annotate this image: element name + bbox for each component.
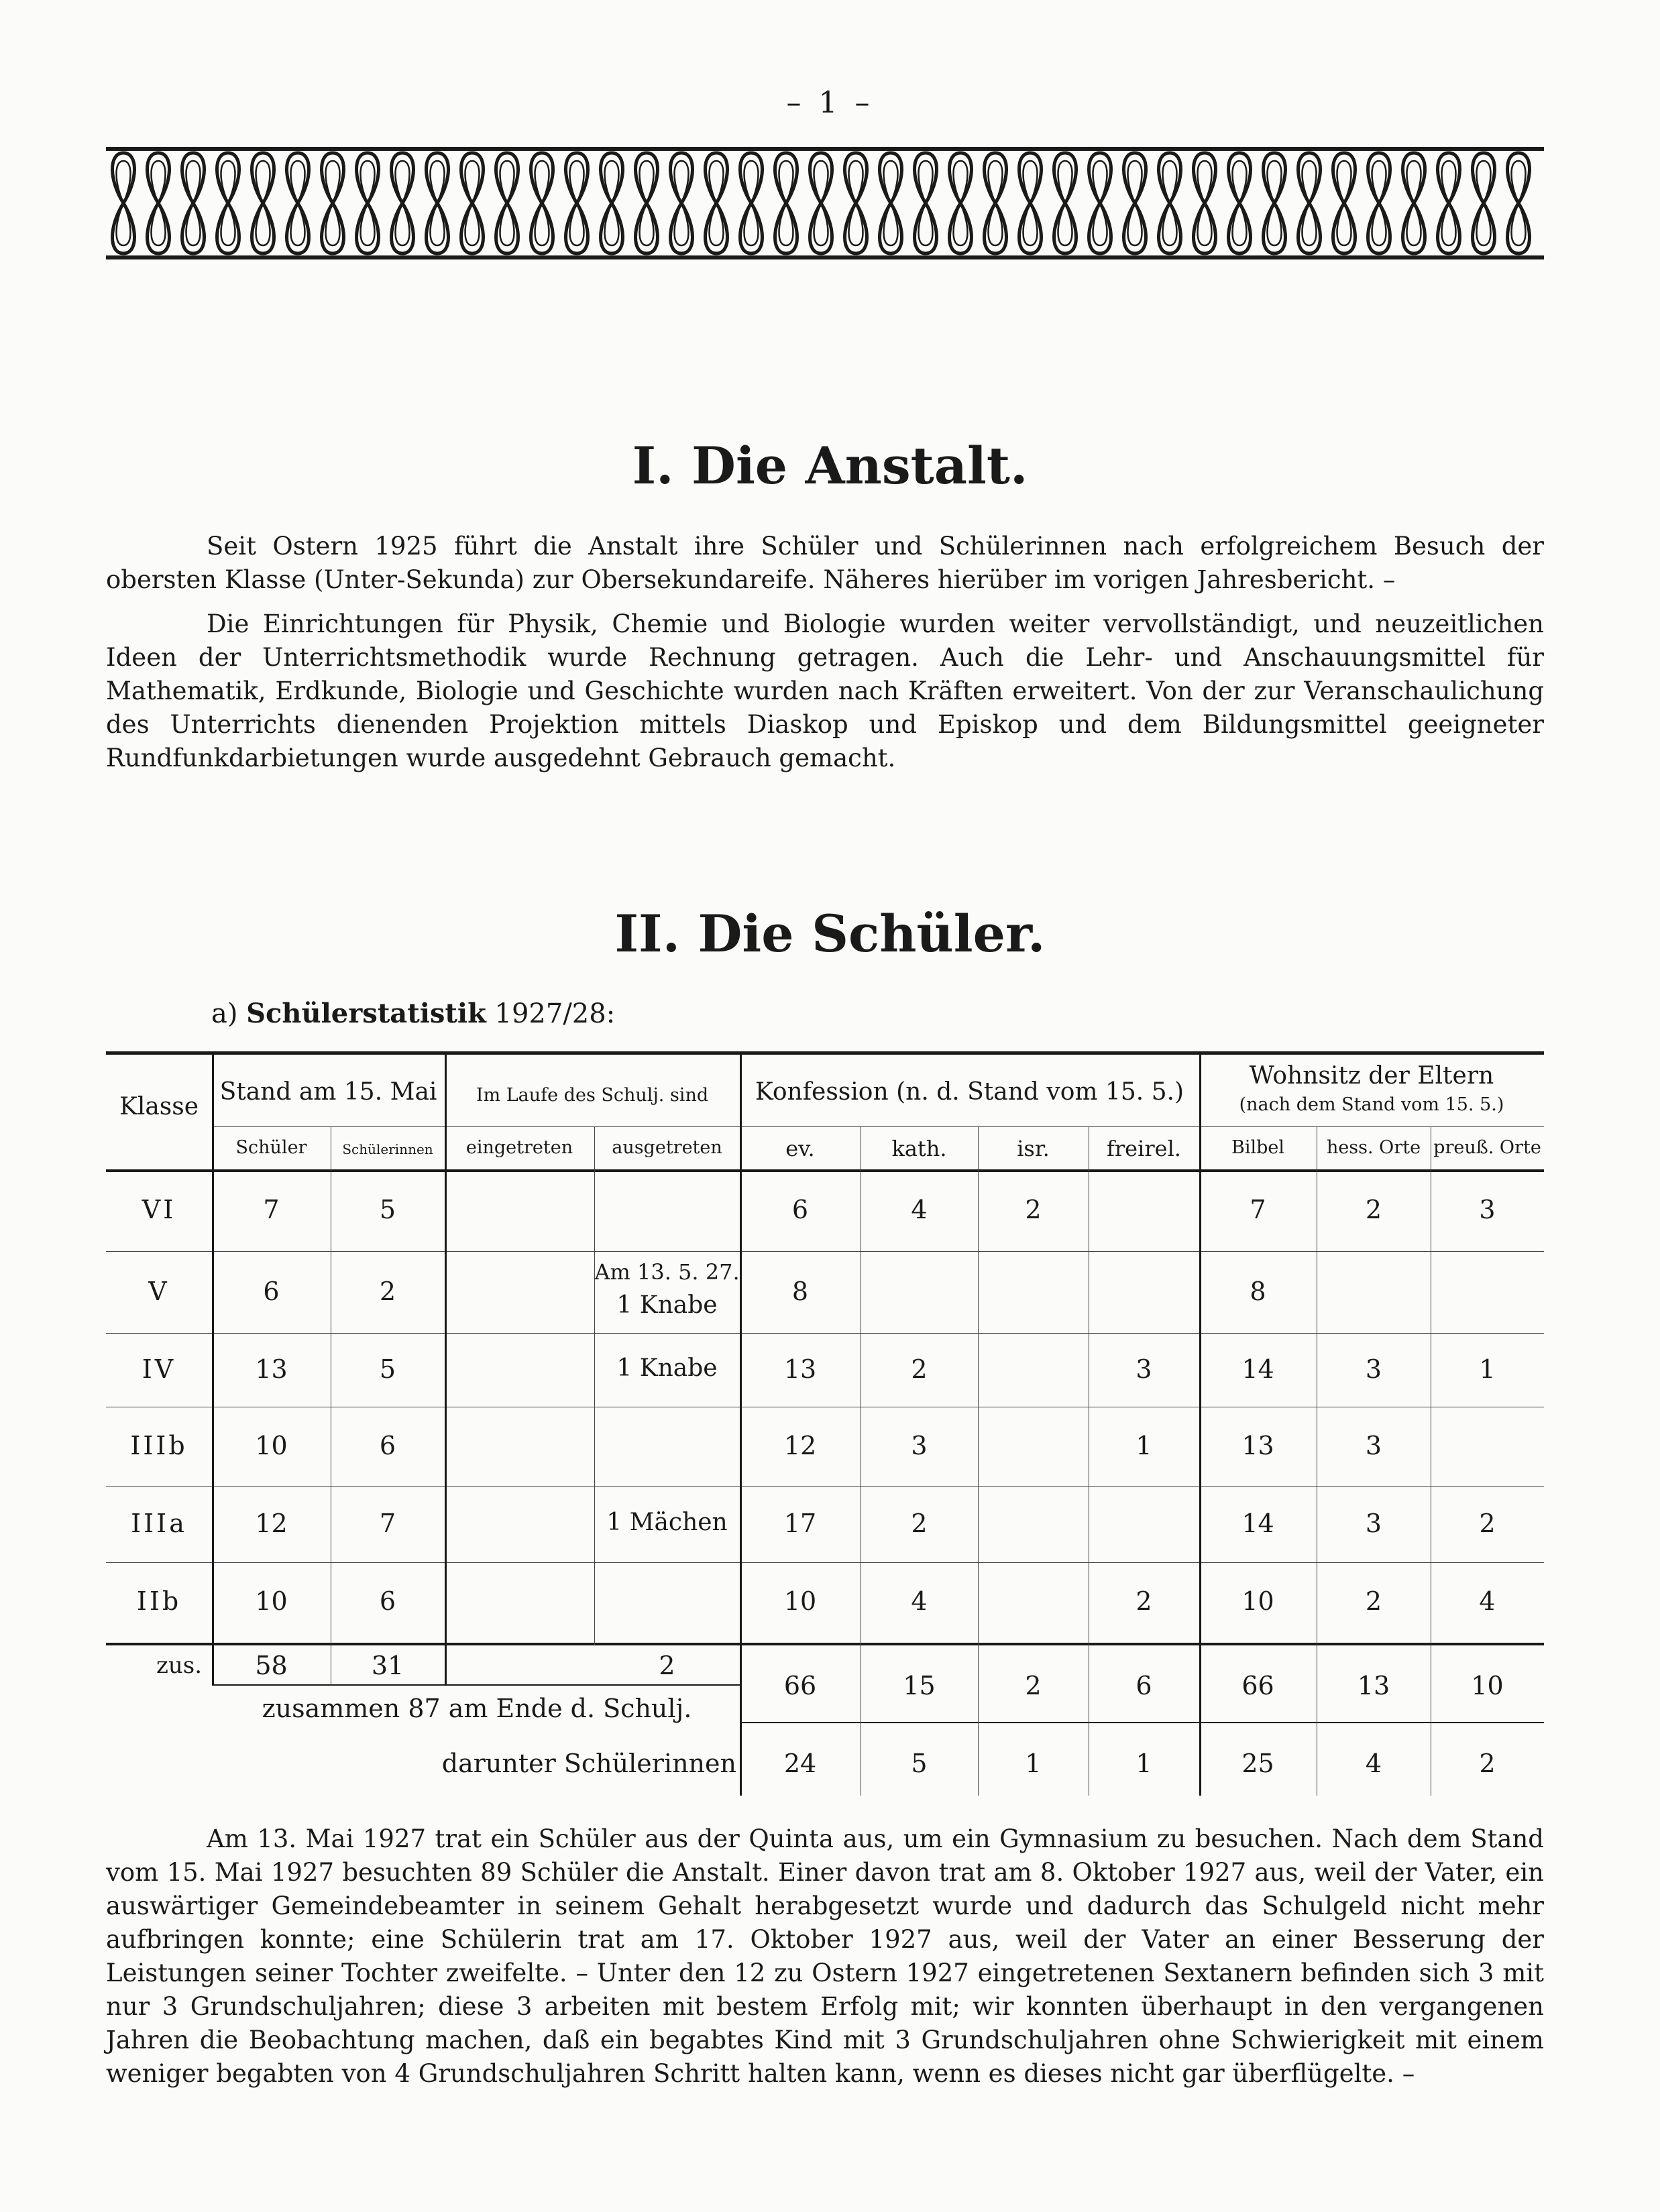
cell-ev: 13 (783, 1354, 817, 1384)
paragraph-after-table: Am 13. Mai 1927 trat ein Schüler aus der Quinta aus, um ein Gymnasium zu besuchen. Nach dem Stand vom 15. Mai 1927 besuchten 89 Schüler die Anstalt. Einer davon trat am 8. Oktober 1927 aus, weil der Vater, ein auswärtiger Gemeindebeamter in seinem Gehalt herabgesetzt wurde und dadurch das Schulgeld nicht mehr aufbringen konnte; eine Schülerin trat am 17. Oktober 1927 aus, weil der Vater an einer Besserung der Leistungen seiner Tochter zweifelte. – Unter den 12 zu Ostern 1927 eingetretenen Sextanern befinden sich 3 mit nur 3 Grundschuljahren; diese 3 arbeiten mit bestem Erfolg mit; wir konnten überhaupt in den vergangenen Jahren die Beobachtung machen, daß ein begabtes Kind mit 3 Grundschuljahren ohne Schwierigkeit mit einem weniger begabten von 4 Grundschuljahren Schritt halten kann, wenn es dieses nicht gar überflügelte. – (106, 1824, 1544, 2088)
cell-kath: 4 (911, 1195, 928, 1224)
total-preuss: 10 (1471, 1671, 1504, 1700)
ornament-knot (427, 153, 449, 253)
ornament-knot (1229, 153, 1251, 253)
row-rule (106, 1486, 1544, 1487)
cell-ausgetreten-date: Am 13. 5. 27. (594, 1259, 740, 1285)
ornament-knot (1264, 153, 1286, 253)
ornament-knot (1194, 153, 1216, 253)
page-number: – 1 – (786, 86, 874, 120)
cell-schueler: 7 (263, 1195, 280, 1224)
ornament-knot (915, 153, 937, 253)
total-rule (106, 1643, 1544, 1645)
ornament-knot (1403, 153, 1425, 253)
header-kath: kath. (891, 1136, 947, 1161)
total-isr: 2 (1025, 1671, 1042, 1700)
statistics-prefix: a) (211, 998, 238, 1029)
ornament-knot (182, 153, 205, 253)
cell-kath: 4 (911, 1586, 928, 1616)
cell-schuelerinnen: 5 (379, 1354, 396, 1384)
cell-schueler: 10 (255, 1586, 288, 1616)
ornament-knot (950, 153, 972, 253)
cell-hess: 3 (1365, 1354, 1382, 1384)
section-title-anstalt: I. Die Anstalt. (632, 436, 1028, 496)
ornament-knot (1508, 153, 1530, 253)
ornament-knot (461, 153, 484, 253)
zusammen-note: zusammen 87 am Ende d. Schulj. (262, 1694, 692, 1723)
ornament-knot (775, 153, 797, 253)
ornament-knot (1333, 153, 1355, 253)
row-rule (106, 1333, 1544, 1334)
paragraph-2: Die Einrichtungen für Physik, Chemie und Biologie wurden weiter vervollständigt, und neuzeitlichen Ideen der Unterrichtsmethodik wurde Rechnung getragen. Auch die Lehr- und Anschauungsmittel für Mathematik, Erdkunde, Biologie und Geschichte wurden nach Kräften erweitert. Von der zur Veranschaulichung des Unterrichts dienenden Projektion mittels Diaskop und Episkop und dem Bildungsmittel geeigneter Rundfunkdarbietungen wurde ausgedehnt Gebrauch gemacht. (106, 609, 1544, 772)
cell-bilbel: 8 (1250, 1277, 1266, 1306)
header-ausgetreten: ausgetreten (612, 1137, 722, 1158)
header-konfession: Konfession (n. d. Stand vom 15. 5.) (755, 1078, 1184, 1106)
total-kath: 15 (903, 1671, 936, 1700)
cell-preuss: 3 (1479, 1195, 1496, 1224)
statistics-year: 1927/28: (494, 998, 616, 1029)
darunter-freirel: 1 (1136, 1749, 1152, 1778)
ornament-knot (1438, 153, 1460, 253)
header-schuelerinnen: Schülerinnen (342, 1141, 433, 1157)
ornament-knot (1159, 153, 1181, 253)
row-klasse: IIIb (130, 1431, 188, 1460)
total-bilbel: 66 (1241, 1671, 1274, 1700)
ornament-knot (1089, 153, 1111, 253)
ornament-knot (1054, 153, 1076, 253)
row-rule (106, 1251, 1544, 1252)
header-wohnsitz-sub: (nach dem Stand vom 15. 5.) (1239, 1094, 1504, 1115)
darunter-ev: 24 (783, 1749, 817, 1778)
row-klasse: IIb (136, 1586, 182, 1616)
cell-hess: 3 (1365, 1431, 1382, 1460)
ornament-knot (357, 153, 379, 253)
total-ev: 66 (783, 1671, 817, 1700)
total-schuelerinnen: 31 (371, 1651, 404, 1680)
cell-ev: 10 (783, 1586, 817, 1616)
ornamental-border (106, 146, 1544, 260)
ornament-knot (1124, 153, 1146, 253)
header-schueler: Schüler (235, 1137, 307, 1158)
cell-preuss: 2 (1479, 1509, 1496, 1538)
ornament-knot (392, 153, 414, 253)
cell-schueler: 13 (255, 1354, 288, 1384)
cell-ev: 12 (783, 1431, 817, 1460)
col-rule (594, 1126, 595, 1645)
cell-freirel: 2 (1136, 1586, 1152, 1616)
total-ausgetreten: 2 (659, 1651, 675, 1680)
cell-schueler: 12 (255, 1509, 288, 1538)
row-rule (106, 1562, 1544, 1563)
ornament-knot (810, 153, 832, 253)
cell-ausgetreten: 1 Mächen (606, 1509, 728, 1536)
ornament-knot (566, 153, 588, 253)
darunter-hess: 4 (1365, 1749, 1382, 1778)
header-stand: Stand am 15. Mai (219, 1078, 437, 1106)
statistics-heading (211, 998, 615, 1029)
cell-schuelerinnen: 6 (379, 1586, 396, 1616)
ornament-knot (531, 153, 553, 253)
header-eingetreten: eingetreten (465, 1137, 573, 1158)
header-hess: hess. Orte (1326, 1137, 1421, 1158)
cell-ev: 8 (791, 1277, 809, 1306)
ornament-knot (985, 153, 1007, 253)
header-isr: isr. (1017, 1136, 1050, 1161)
darunter-label: darunter Schülerinnen (441, 1749, 736, 1778)
ornament-knot (880, 153, 902, 253)
header-freirel: freirel. (1107, 1136, 1181, 1161)
cell-schueler: 10 (255, 1431, 288, 1460)
table-header-rule (106, 1169, 1544, 1172)
total-label: zus. (156, 1652, 203, 1679)
ornament-knot (845, 153, 867, 253)
cell-kath: 2 (911, 1354, 928, 1384)
total-hess: 13 (1357, 1671, 1390, 1700)
cell-freirel: 3 (1136, 1354, 1152, 1384)
cell-schuelerinnen: 7 (379, 1509, 396, 1538)
cell-isr: 2 (1025, 1195, 1042, 1224)
cell-bilbel: 14 (1241, 1509, 1274, 1538)
cell-hess: 2 (1365, 1195, 1382, 1224)
ornament-knot (252, 153, 274, 253)
cell-hess: 2 (1365, 1586, 1382, 1616)
ornament-knot (671, 153, 693, 253)
cell-ausgetreten: 1 Knabe (616, 1291, 718, 1319)
cell-schuelerinnen: 2 (379, 1277, 396, 1306)
cell-schueler: 6 (263, 1277, 280, 1306)
ornament-knot (740, 153, 763, 253)
ornament-knot (601, 153, 623, 253)
darunter-kath: 5 (911, 1749, 928, 1778)
row-klasse: VI (142, 1195, 176, 1224)
ornament-knot (1019, 153, 1042, 253)
ornament-knot (322, 153, 344, 253)
ornament-knot (217, 153, 239, 253)
ornament-knot (1298, 153, 1321, 253)
ornament-knot (287, 153, 309, 253)
header-klasse: Klasse (119, 1093, 199, 1120)
darunter-preuss: 2 (1479, 1749, 1496, 1778)
statistics-label: Schülerstatistik (246, 998, 486, 1029)
cell-preuss: 1 (1479, 1354, 1496, 1384)
total-schueler: 58 (255, 1651, 288, 1680)
ornament-knot (1368, 153, 1390, 253)
cell-schuelerinnen: 5 (379, 1195, 396, 1224)
ornament-knot (496, 153, 518, 253)
cell-bilbel: 7 (1250, 1195, 1266, 1224)
cell-ev: 6 (791, 1195, 809, 1224)
cell-bilbel: 13 (1241, 1431, 1274, 1460)
darunter-isr: 1 (1025, 1749, 1042, 1778)
header-preuss: preuß. Orte (1433, 1137, 1541, 1158)
cell-bilbel: 10 (1241, 1586, 1274, 1616)
cell-preuss: 4 (1479, 1586, 1496, 1616)
cell-kath: 2 (911, 1509, 928, 1538)
cell-hess: 3 (1365, 1509, 1382, 1538)
cell-freirel: 1 (1136, 1431, 1152, 1460)
total-freirel: 6 (1136, 1671, 1152, 1700)
row-klasse: IV (142, 1354, 176, 1384)
section-title-schueler: II. Die Schüler. (614, 904, 1046, 964)
statistics-table (106, 1051, 1544, 1796)
header-laufe: Im Laufe des Schulj. sind (476, 1085, 709, 1106)
row-klasse: IIIa (131, 1509, 187, 1538)
ornament-knot (706, 153, 728, 253)
ornament-knot (113, 153, 135, 253)
row-klasse: V (148, 1277, 170, 1306)
paragraph-1: Seit Ostern 1925 führt die Anstalt ihre Schüler und Schülerinnen nach erfolgreichem Besuch der obersten Klasse (Unter-Sekunda) zur Obersekundareife. Näheres hierüber im vorigen Jahresbericht. – (106, 532, 1544, 594)
header-wohnsitz: Wohnsitz der Eltern (1249, 1062, 1494, 1090)
cell-kath: 3 (911, 1431, 928, 1460)
ornament-knot (148, 153, 170, 253)
table-top-rule (106, 1051, 1544, 1055)
cell-bilbel: 14 (1241, 1354, 1274, 1384)
darunter-bilbel: 25 (1241, 1749, 1274, 1778)
cell-ev: 17 (783, 1509, 817, 1538)
header-ev: ev. (785, 1136, 815, 1161)
cell-ausgetreten: 1 Knabe (616, 1354, 718, 1382)
header-sub-rule (212, 1126, 1544, 1127)
zusammen-rule (212, 1684, 742, 1686)
cell-schuelerinnen: 6 (379, 1431, 396, 1460)
ornament-knot (636, 153, 658, 253)
ornament-knot (1473, 153, 1495, 253)
header-bilbel: Bilbel (1231, 1137, 1284, 1158)
